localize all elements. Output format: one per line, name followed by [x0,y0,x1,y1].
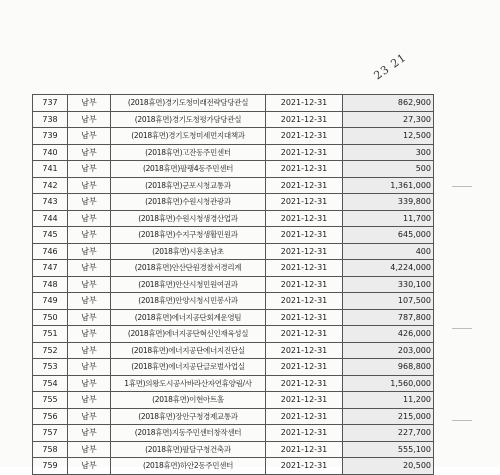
date-cell: 2021-12-31 [266,111,343,128]
table-row [33,359,434,376]
row-number-cell: 758 [33,441,68,458]
row-number-cell: 739 [33,128,68,145]
date-cell: 2021-12-31 [266,408,343,425]
amount-cell: 11,200 [343,392,434,409]
branch-cell: 남부 [68,276,111,293]
table-row [33,408,434,425]
branch-cell: 남부 [68,161,111,178]
amount-cell: 1,361,000 [343,177,434,194]
description-cell: (2018휴면)에너지공단글로벌사업실 [111,359,266,376]
amount-cell: 1,560,000 [343,375,434,392]
description-cell: (2018휴면)시흥초남초 [111,243,266,260]
date-cell: 2021-12-31 [266,425,343,442]
branch-cell: 남부 [68,425,111,442]
date-cell: 2021-12-31 [266,144,343,161]
amount-cell: 20,500 [343,458,434,475]
table-row [33,425,434,442]
description-cell: (2018휴면)군포시청교통과 [111,177,266,194]
table-row [33,458,434,475]
amount-cell: 645,000 [343,227,434,244]
amount-cell: 4,224,000 [343,260,434,277]
description-cell: (2018휴면)경기도청미래전략담당관실 [111,95,266,112]
row-number-cell: 740 [33,144,68,161]
date-cell: 2021-12-31 [266,326,343,343]
branch-cell: 남부 [68,458,111,475]
amount-cell: 862,900 [343,95,434,112]
date-cell: 2021-12-31 [266,309,343,326]
amount-cell: 300 [343,144,434,161]
row-number-cell: 751 [33,326,68,343]
table-row [33,210,434,227]
branch-cell: 남부 [68,408,111,425]
table-row [33,441,434,458]
description-cell: 1휴면)의왕도시공사바라산자연휴양림/사 [111,375,266,392]
row-number-cell: 737 [33,95,68,112]
description-cell: (2018휴면)고잔동주민센터 [111,144,266,161]
date-cell: 2021-12-31 [266,458,343,475]
description-cell: (2018휴면)수지구청생활민원과 [111,227,266,244]
amount-cell: 12,500 [343,128,434,145]
table-row [33,161,434,178]
table-row [33,260,434,277]
branch-cell: 남부 [68,210,111,227]
row-number-cell: 744 [33,210,68,227]
table-row [33,111,434,128]
date-cell: 2021-12-31 [266,227,343,244]
description-cell: (2018휴면)수원시청관광과 [111,194,266,211]
branch-cell: 남부 [68,326,111,343]
date-cell: 2021-12-31 [266,177,343,194]
row-number-cell: 749 [33,293,68,310]
amount-cell: 203,000 [343,342,434,359]
description-cell: (2018휴면)경기도청평가담당관실 [111,111,266,128]
amount-cell: 500 [343,161,434,178]
edge-mark [452,420,472,421]
branch-cell: 남부 [68,177,111,194]
branch-cell: 남부 [68,243,111,260]
table-row [33,276,434,293]
amount-cell: 107,500 [343,293,434,310]
row-number-cell: 752 [33,342,68,359]
description-cell: (2018휴면)에너지공단회계운영팀 [111,309,266,326]
date-cell: 2021-12-31 [266,161,343,178]
branch-cell: 남부 [68,342,111,359]
amount-cell: 11,700 [343,210,434,227]
row-number-cell: 742 [33,177,68,194]
date-cell: 2021-12-31 [266,194,343,211]
date-cell: 2021-12-31 [266,128,343,145]
description-cell: (2018휴면)이현아트홀 [111,392,266,409]
ledger-table [32,94,434,475]
date-cell: 2021-12-31 [266,260,343,277]
table-row [33,227,434,244]
branch-cell: 남부 [68,359,111,376]
branch-cell: 남부 [68,375,111,392]
description-cell: (2018휴면)팔팽4동주민센터 [111,161,266,178]
branch-cell: 남부 [68,144,111,161]
edge-mark [452,186,472,187]
amount-cell: 227,700 [343,425,434,442]
branch-cell: 남부 [68,441,111,458]
date-cell: 2021-12-31 [266,210,343,227]
branch-cell: 남부 [68,194,111,211]
table-row [33,293,434,310]
description-cell: (2018휴면)안양시청시민봉사과 [111,293,266,310]
branch-cell: 남부 [68,227,111,244]
row-number-cell: 741 [33,161,68,178]
branch-cell: 남부 [68,111,111,128]
date-cell: 2021-12-31 [266,441,343,458]
branch-cell: 남부 [68,128,111,145]
description-cell: (2018휴면)안산단원경찰서경리계 [111,260,266,277]
description-cell: (2018휴면)수원시청생경산업과 [111,210,266,227]
row-number-cell: 754 [33,375,68,392]
amount-cell: 339,800 [343,194,434,211]
date-cell: 2021-12-31 [266,95,343,112]
table-row [33,194,434,211]
table-row [33,392,434,409]
description-cell: (2018휴면)팔달구청건축과 [111,441,266,458]
description-cell: (2018휴면)지동주민센터창작센터 [111,425,266,442]
table-row [33,95,434,112]
date-cell: 2021-12-31 [266,243,343,260]
date-cell: 2021-12-31 [266,359,343,376]
description-cell: (2018휴면)에너지공단에너지진단실 [111,342,266,359]
row-number-cell: 745 [33,227,68,244]
ledger-table-body [33,95,434,475]
row-number-cell: 746 [33,243,68,260]
table-row [33,375,434,392]
handwritten-page-number: 23 21 [371,50,409,83]
row-number-cell: 757 [33,425,68,442]
table-row [33,177,434,194]
branch-cell: 남부 [68,293,111,310]
table-row [33,144,434,161]
amount-cell: 400 [343,243,434,260]
amount-cell: 968,800 [343,359,434,376]
row-number-cell: 756 [33,408,68,425]
amount-cell: 330,100 [343,276,434,293]
branch-cell: 남부 [68,260,111,277]
description-cell: (2018휴면)에너지공단혁신인재육성실 [111,326,266,343]
row-number-cell: 738 [33,111,68,128]
row-number-cell: 753 [33,359,68,376]
description-cell: (2018휴면)경기도청미세먼지대책과 [111,128,266,145]
branch-cell: 남부 [68,309,111,326]
amount-cell: 787,800 [343,309,434,326]
date-cell: 2021-12-31 [266,392,343,409]
branch-cell: 남부 [68,95,111,112]
row-number-cell: 743 [33,194,68,211]
row-number-cell: 759 [33,458,68,475]
amount-cell: 215,000 [343,408,434,425]
row-number-cell: 750 [33,309,68,326]
amount-cell: 27,300 [343,111,434,128]
description-cell: (2018휴면)안산시청민원여권과 [111,276,266,293]
amount-cell: 555,100 [343,441,434,458]
date-cell: 2021-12-31 [266,342,343,359]
description-cell: (2018휴면)장안구청경제교통과 [111,408,266,425]
table-row [33,243,434,260]
table-row [33,326,434,343]
date-cell: 2021-12-31 [266,276,343,293]
edge-mark [452,328,472,329]
branch-cell: 남부 [68,392,111,409]
description-cell: (2018휴면)하안2동주민센터 [111,458,266,475]
table-row [33,128,434,145]
table-row [33,309,434,326]
date-cell: 2021-12-31 [266,293,343,310]
row-number-cell: 755 [33,392,68,409]
row-number-cell: 747 [33,260,68,277]
table-row [33,342,434,359]
amount-cell: 426,000 [343,326,434,343]
row-number-cell: 748 [33,276,68,293]
date-cell: 2021-12-31 [266,375,343,392]
